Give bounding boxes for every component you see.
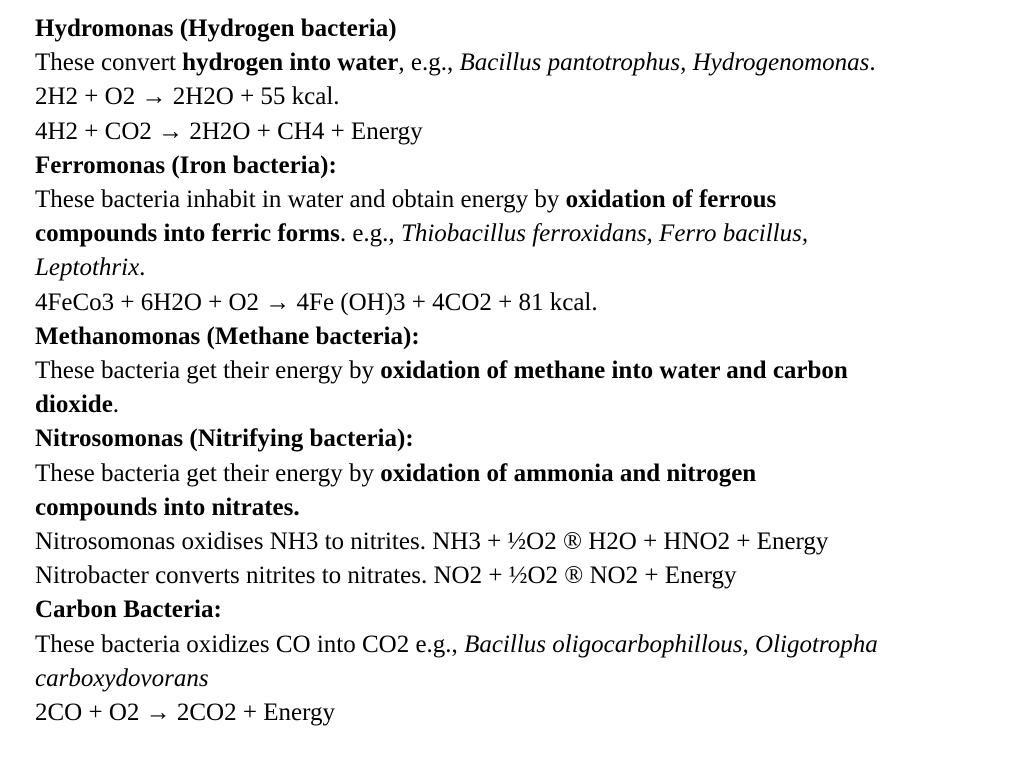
ferromonas-intro-eg: . e.g., <box>339 220 401 248</box>
hydromonas-intro-bold: hydrogen into water <box>182 49 399 77</box>
ferromonas-intro-bold-1: oxidation of ferrous <box>565 186 777 214</box>
ferromonas-heading <box>35 149 1010 183</box>
methanomonas-intro-bold-2: dioxide <box>35 391 113 419</box>
hydromonas-species: Bacillus pantotrophus, Hydrogenomonas <box>459 49 870 77</box>
ferromonas-intro-end: . <box>139 254 146 282</box>
ferromonas-intro-line-1 <box>35 183 1010 217</box>
ferromonas-intro-line-3 <box>35 251 1010 285</box>
methanomonas-intro-line-2 <box>35 388 1010 422</box>
carbon-intro-line-2 <box>35 662 1010 696</box>
document-body <box>35 12 1010 730</box>
nitrosomonas-line-1: Nitrosomonas oxidises NH3 to nitrites. NH3 + ½O2 ® H2O + HNO2 + Energy <box>35 528 829 556</box>
nitrosomonas-intro-bold-1: oxidation of ammonia and nitrogen <box>380 459 757 487</box>
nitrosomonas-intro-line-2 <box>35 491 1010 525</box>
hydromonas-heading-text: Hydromonas (Hydrogen bacteria) <box>35 15 397 42</box>
methanomonas-intro-end: . <box>112 391 120 419</box>
ferromonas-heading-text: Ferromonas (Iron bacteria): <box>35 151 337 179</box>
methanomonas-heading-text: Methanomonas (Methane bacteria): <box>35 322 420 350</box>
ferromonas-equation-1: 4FeCo3 + 6H2O + O2 → 4Fe (OH)3 + 4CO2 + 81 kcal. <box>35 288 598 316</box>
nitrosomonas-intro-text: These bacteria get their energy by <box>35 459 381 487</box>
ferromonas-species-1: Thiobacillus ferroxidans, Ferro bacillus, <box>400 220 809 248</box>
nitrosomonas-intro-line-1 <box>35 457 1010 491</box>
hydromonas-heading <box>35 12 1010 46</box>
carbon-intro-text: These bacteria oxidizes CO into CO2 e.g., <box>35 630 465 658</box>
methanomonas-intro-line-1 <box>35 354 1010 388</box>
nitrosomonas-heading-text: Nitrosomonas (Nitrifying bacteria): <box>35 425 414 453</box>
carbon-species-1: Bacillus oligocarbophillous, Oligotropha <box>464 630 878 658</box>
ferromonas-intro-line-2 <box>35 217 1010 251</box>
ferromonas-species-2: Leptothrix <box>35 254 140 282</box>
hydromonas-equation-1: 2H2 + O2 → 2H2O + 55 kcal. <box>35 83 340 111</box>
methanomonas-intro-text: These bacteria get their energy by <box>35 357 381 385</box>
hydromonas-intro <box>35 46 1010 80</box>
hydromonas-intro-text: These convert <box>35 49 183 77</box>
methanomonas-heading <box>35 320 1010 354</box>
ferromonas-intro-text: These bacteria inhabit in water and obtain energy by <box>35 186 566 214</box>
ferromonas-intro-bold-2: compounds into ferric forms <box>35 220 340 248</box>
nitrosomonas-heading <box>35 422 1010 456</box>
carbon-intro-line-1 <box>35 628 1010 662</box>
carbon-equation-1: 2CO + O2 → 2CO2 + Energy <box>35 699 335 727</box>
hydromonas-intro-eg: , e.g., <box>398 49 460 77</box>
hydromonas-equation-2: 4H2 + CO2 → 2H2O + CH4 + Energy <box>35 117 423 145</box>
carbon-heading <box>35 593 1010 627</box>
nitrosomonas-intro-bold-2: compounds into nitrates. <box>35 493 300 521</box>
carbon-species-2: carboxydovorans <box>35 664 209 692</box>
carbon-heading-text: Carbon Bacteria: <box>35 596 222 624</box>
nitrosomonas-line-2: Nitrobacter converts nitrites to nitrates. NO2 + ½O2 ® NO2 + Energy <box>35 562 737 590</box>
hydromonas-intro-end: . <box>869 49 876 77</box>
methanomonas-intro-bold-1: oxidation of methane into water and carbon <box>380 357 848 385</box>
